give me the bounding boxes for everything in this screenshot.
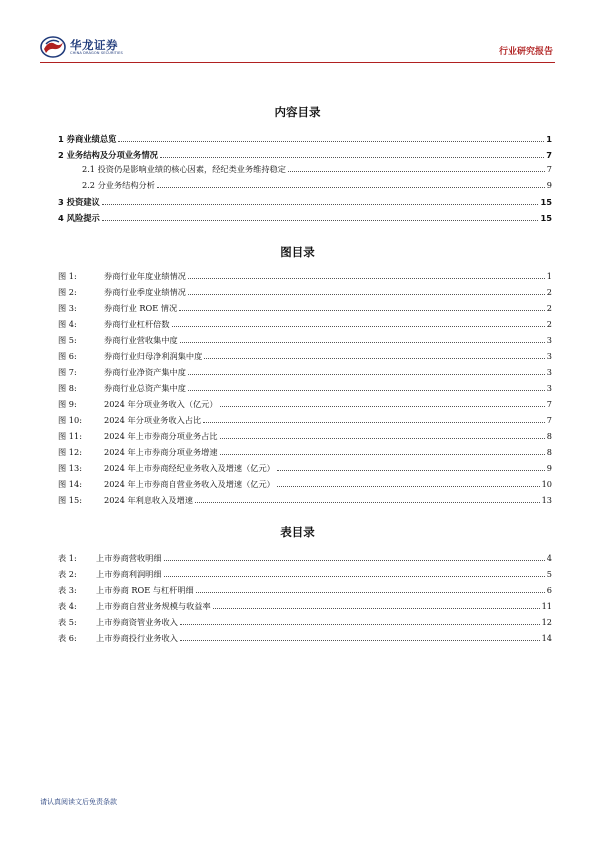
dot-leader bbox=[277, 486, 540, 487]
table-number: 表 5: bbox=[58, 617, 77, 627]
figure-number: 图 8: bbox=[58, 383, 77, 393]
figure-page: 2 bbox=[546, 287, 552, 297]
figure-number: 图 10: bbox=[58, 415, 82, 425]
figure-page: 10 bbox=[541, 479, 552, 489]
toc-entry-label: 4 风险提示 bbox=[58, 213, 100, 223]
dot-leader bbox=[220, 438, 545, 439]
figure-page: 2 bbox=[546, 319, 552, 329]
figure-number: 图 11: bbox=[58, 431, 82, 441]
dot-leader bbox=[164, 560, 545, 561]
figure-page: 7 bbox=[546, 399, 552, 409]
tables-title: 表目录 bbox=[280, 525, 315, 539]
figure-label: 2024 年分项业务收入（亿元） bbox=[104, 399, 218, 409]
table-number: 表 1: bbox=[58, 553, 77, 563]
toc-entry-label: 3 投资建议 bbox=[58, 197, 100, 207]
toc-entry[interactable] bbox=[58, 149, 552, 161]
dot-leader bbox=[160, 157, 544, 158]
dot-leader bbox=[204, 358, 545, 359]
toc-entry[interactable] bbox=[58, 133, 552, 145]
table-page: 6 bbox=[546, 585, 552, 595]
table-page: 4 bbox=[546, 553, 552, 563]
figure-page: 3 bbox=[546, 383, 552, 393]
figure-number: 图 5: bbox=[58, 335, 77, 345]
figure-entry[interactable] bbox=[58, 479, 552, 490]
figure-entry[interactable] bbox=[58, 431, 552, 442]
dot-leader bbox=[102, 204, 539, 205]
logo-chinese-name: 华龙证券 bbox=[70, 38, 118, 52]
toc-entry-label: 2.1 投资仍是影响业绩的核心因素，经纪类业务维持稳定 bbox=[82, 164, 286, 174]
dot-leader bbox=[172, 326, 545, 327]
figure-label: 2024 年上市券商分项业务占比 bbox=[104, 431, 218, 441]
dot-leader bbox=[213, 608, 540, 609]
dot-leader bbox=[188, 374, 545, 375]
figure-number: 图 7: bbox=[58, 367, 77, 377]
figure-entry[interactable] bbox=[58, 415, 552, 426]
toc-entry[interactable] bbox=[82, 164, 552, 175]
toc-entry-page: 7 bbox=[546, 164, 552, 174]
dot-leader bbox=[288, 171, 545, 172]
figure-label: 券商行业总资产集中度 bbox=[104, 383, 186, 393]
figure-page: 3 bbox=[546, 351, 552, 361]
toc-entry-page: 7 bbox=[546, 150, 552, 160]
figure-number: 图 1: bbox=[58, 271, 77, 281]
table-number: 表 3: bbox=[58, 585, 77, 595]
figure-number: 图 4: bbox=[58, 319, 77, 329]
figure-number: 图 2: bbox=[58, 287, 77, 297]
toc-entry-label: 2.2 分业务结构分析 bbox=[82, 180, 155, 190]
toc-entry-page: 9 bbox=[546, 180, 552, 190]
figure-number: 图 9: bbox=[58, 399, 77, 409]
table-label: 上市券商 ROE 与杠杆明细 bbox=[96, 585, 194, 595]
dot-leader bbox=[180, 640, 540, 641]
table-page: 11 bbox=[541, 601, 552, 611]
table-label: 上市券商营收明细 bbox=[96, 553, 162, 563]
figures-title: 图目录 bbox=[280, 245, 315, 259]
dot-leader bbox=[164, 576, 545, 577]
toc-entry-page: 1 bbox=[546, 134, 552, 144]
figure-label: 券商行业年度业绩情况 bbox=[104, 271, 186, 281]
figure-number: 图 12: bbox=[58, 447, 82, 457]
toc-entry-page: 15 bbox=[540, 197, 552, 207]
table-label: 上市券商资管业务收入 bbox=[96, 617, 178, 627]
dot-leader bbox=[203, 422, 545, 423]
table-page: 14 bbox=[541, 633, 552, 643]
figure-page: 2 bbox=[546, 303, 552, 313]
figure-page: 13 bbox=[541, 495, 552, 505]
toc-entry-page: 15 bbox=[540, 213, 552, 223]
toc-entry-label: 2 业务结构及分项业务情况 bbox=[58, 150, 158, 160]
report-type-label: 行业研究报告 bbox=[498, 47, 553, 57]
figure-entry[interactable] bbox=[58, 303, 552, 314]
figure-entry[interactable] bbox=[58, 271, 552, 282]
figure-label: 2024 年上市券商分项业务增速 bbox=[104, 447, 218, 457]
figure-page: 3 bbox=[546, 335, 552, 345]
table-entry[interactable] bbox=[58, 553, 552, 564]
figure-label: 券商行业季度业绩情况 bbox=[104, 287, 186, 297]
table-entry[interactable] bbox=[58, 585, 552, 596]
figure-label: 券商行业 ROE 情况 bbox=[104, 303, 178, 313]
toc-entry[interactable] bbox=[82, 180, 552, 191]
figure-number: 图 3: bbox=[58, 303, 77, 313]
dot-leader bbox=[180, 624, 540, 625]
toc-entry-label: 1 券商业绩总览 bbox=[58, 134, 117, 144]
company-logo bbox=[40, 36, 130, 62]
logo-english-name: CHINA DRAGON SECURITIES bbox=[70, 51, 123, 55]
dragon-logo-icon bbox=[40, 36, 66, 58]
dot-leader bbox=[102, 220, 539, 221]
figure-label: 2024 年分项业务收入占比 bbox=[104, 415, 202, 425]
figure-entry[interactable] bbox=[58, 319, 552, 330]
figure-entry[interactable] bbox=[58, 447, 552, 458]
figure-number: 图 15: bbox=[58, 495, 82, 505]
figure-entry[interactable] bbox=[58, 399, 552, 410]
figure-label: 券商行业净资产集中度 bbox=[104, 367, 186, 377]
toc-entry[interactable] bbox=[58, 212, 552, 224]
dot-leader bbox=[277, 470, 545, 471]
figure-label: 券商行业归母净利润集中度 bbox=[104, 351, 203, 361]
dot-leader bbox=[157, 187, 545, 188]
table-number: 表 4: bbox=[58, 601, 77, 611]
dot-leader bbox=[180, 342, 545, 343]
figure-number: 图 13: bbox=[58, 463, 82, 473]
dot-leader bbox=[118, 141, 544, 142]
dot-leader bbox=[188, 294, 545, 295]
figure-page: 1 bbox=[546, 271, 552, 281]
figure-label: 券商行业营收集中度 bbox=[104, 335, 178, 345]
figure-page: 8 bbox=[546, 447, 552, 457]
table-number: 表 6: bbox=[58, 633, 77, 643]
table-label: 上市券商投行业务收入 bbox=[96, 633, 178, 643]
figure-label: 2024 年上市券商自营业务收入及增速（亿元） bbox=[104, 479, 275, 489]
figure-page: 9 bbox=[546, 463, 552, 473]
table-entry[interactable] bbox=[58, 633, 552, 644]
dot-leader bbox=[196, 592, 545, 593]
table-page: 5 bbox=[546, 569, 552, 579]
dot-leader bbox=[179, 310, 545, 311]
table-entry[interactable] bbox=[58, 569, 552, 580]
figure-page: 8 bbox=[546, 431, 552, 441]
table-entry[interactable] bbox=[58, 601, 552, 612]
table-label: 上市券商自营业务规模与收益率 bbox=[96, 601, 211, 611]
figure-entry[interactable] bbox=[58, 351, 552, 362]
figure-entry[interactable] bbox=[58, 367, 552, 378]
figure-label: 2024 年利息收入及增速 bbox=[104, 495, 193, 505]
figure-label: 2024 年上市券商经纪业务收入及增速（亿元） bbox=[104, 463, 275, 473]
dot-leader bbox=[188, 390, 545, 391]
figure-number: 图 6: bbox=[58, 351, 77, 361]
figure-label: 券商行业杠杆倍数 bbox=[104, 319, 170, 329]
figure-page: 3 bbox=[546, 367, 552, 377]
dot-leader bbox=[220, 406, 545, 407]
figure-entry[interactable] bbox=[58, 463, 552, 474]
figure-number: 图 14: bbox=[58, 479, 82, 489]
header-divider bbox=[40, 62, 555, 63]
figure-entry[interactable] bbox=[58, 287, 552, 298]
toc-entry[interactable] bbox=[58, 196, 552, 208]
dot-leader bbox=[195, 502, 540, 503]
footer-disclaimer: 请认真阅读文后免责条款 bbox=[40, 798, 117, 806]
figure-entry[interactable] bbox=[58, 335, 552, 346]
table-number: 表 2: bbox=[58, 569, 77, 579]
figure-entry[interactable] bbox=[58, 383, 552, 394]
table-page: 12 bbox=[541, 617, 552, 627]
table-label: 上市券商利润明细 bbox=[96, 569, 162, 579]
table-entry[interactable] bbox=[58, 617, 552, 628]
contents-title: 内容目录 bbox=[274, 105, 321, 119]
figure-page: 7 bbox=[546, 415, 552, 425]
page-header bbox=[0, 0, 595, 64]
dot-leader bbox=[220, 454, 545, 455]
figure-entry[interactable] bbox=[58, 495, 552, 506]
dot-leader bbox=[188, 278, 545, 279]
